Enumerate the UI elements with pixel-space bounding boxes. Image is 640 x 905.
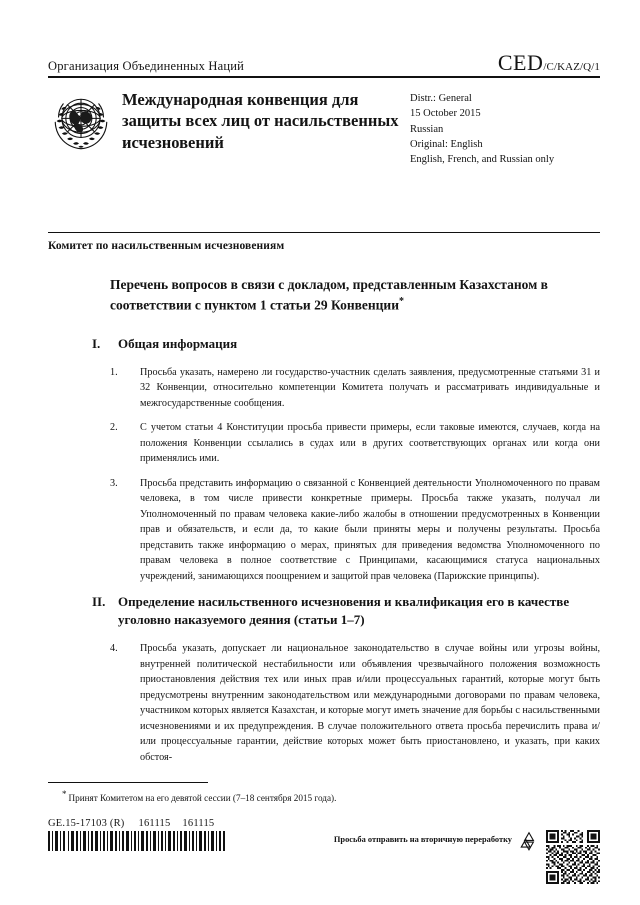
distr-language: Russian (410, 123, 444, 135)
section-heading-1 (92, 335, 600, 353)
header-main-row (48, 78, 600, 168)
footnote-marker: * (62, 789, 67, 799)
recycle-icon (518, 830, 540, 852)
paragraph-2 (110, 420, 600, 467)
distr-date: 15 October 2015 (410, 108, 481, 120)
committee-name: Комитет по насильственным исчезновениям (48, 239, 285, 252)
footer-left-block (48, 818, 226, 851)
document-body (48, 252, 600, 766)
barcode-icon (48, 831, 226, 851)
paragraph-text-1: Просьба указать, намерено ли государство-участник сделать заявления, предусмотренные статьями 31 и 32 Конвенции, относительно компетенции Комитета получать и рассматривать индивидуальные и межгосударственные сообщения. (140, 366, 600, 409)
section-heading-2 (92, 593, 600, 629)
paragraph-3 (110, 476, 600, 585)
document-symbol-main: CED (497, 50, 544, 75)
job-number-line (48, 818, 226, 829)
distr-line: Distr.: General (410, 93, 472, 104)
recycle-text: Просьба отправить на вторичную переработку (333, 835, 512, 844)
document-symbol-suffix: /C/KAZ/Q/1 (543, 61, 600, 73)
distr-languages-note: English, French, and Russian only (410, 154, 555, 166)
page-title-text: Перечень вопросов в связи с докладом, представленным Казахстаном в соответствии с пунктом 1 статьи 29 Конвенции (110, 276, 548, 313)
job-number: GE.15-17103 (R) (48, 818, 125, 829)
paragraph-1 (110, 365, 600, 412)
date-code-2: 161115 (182, 818, 215, 829)
paragraph-number-3: 3. (110, 477, 118, 489)
section-number-2: II. (92, 594, 106, 610)
distr-original: Original: English (410, 138, 483, 150)
footnote-area (48, 782, 600, 805)
paragraph-number-1: 1. (110, 366, 118, 378)
paragraph-text-3: Просьба представить информацию о связанной с Конвенцией деятельности Уполномоченного по правам человека, в том числе привести конкретные примеры. Просьба также указать, получал ли Уполномоченный по правам человека какие-либо жалобы в отношении предусмотренных в Конвенции прав и обязательств, и если да, то какие были приняты меры и получены результаты. Просьба представить также информацию о мерах, принятых для приведения ведомства Уполномоченного по правам человека в полное соответствие с Принципами, касающимися статуса национальных учреждений, занимающихся поощрением и защитой прав человека (Парижские принципы). (140, 477, 600, 582)
paragraph-text-4: Просьба указать, допускает ли национальное законодательство в случае войны или угрозы войны, внутренней политической нестабильности или объявления чрезвычайного положения возможность приостановления действия тех или иных прав и/или процессуальных гарантий, которые могут быть предусмотрены внутренним законодательством или международными договорами по правам человека, участником которых является Казахстан, и которые могут иметь значение для борьбы с насильственными исчезновениями и их предупреждения. В случае положительного ответа просьба перечислить права и/или процессуальные гарантии, действие которых может быть приостановлено, и указать, при каких обстоя- (140, 643, 600, 763)
section-number-1: I. (92, 335, 101, 351)
footer-right-block (334, 818, 600, 884)
un-emblem-icon (48, 88, 114, 154)
section-title-2: Определение насильственного исчезновения и квалификация его в качестве уголовно наказуемого деяния (статьи 1–7) (118, 594, 570, 628)
page-title-footnote-marker: * (399, 295, 404, 307)
section-title-1: Общая информация (118, 335, 238, 351)
document-symbol (498, 52, 600, 74)
distribution-block (410, 87, 600, 168)
footnote (48, 788, 600, 805)
qr-code-icon (546, 830, 600, 884)
page-content (48, 52, 600, 774)
organization-name: Организация Объединенных Наций (48, 59, 245, 73)
header-top-row (48, 52, 600, 76)
page-title (110, 276, 600, 315)
paragraph-number-2: 2. (110, 422, 118, 434)
convention-title: Международная конвенция для защиты всех лиц от насильственных исчезновений (122, 90, 399, 152)
paragraph-number-4: 4. (110, 643, 118, 655)
paragraph-text-2: С учетом статьи 4 Конституции просьба привести примеры, если таковые имеются, случаев, когда на положения Конвенции ссылались в судах или в других соответствующих органах или когда они применялись ими. (140, 422, 600, 465)
date-code-1: 161115 (138, 818, 171, 829)
header-spacer (48, 168, 600, 232)
page-footer (48, 818, 600, 884)
footnote-separator (48, 782, 208, 783)
paragraph-4 (110, 641, 600, 765)
footnote-text: Принят Комитетом на его девятой сессии (7–18 сентября 2015 года). (68, 793, 337, 804)
